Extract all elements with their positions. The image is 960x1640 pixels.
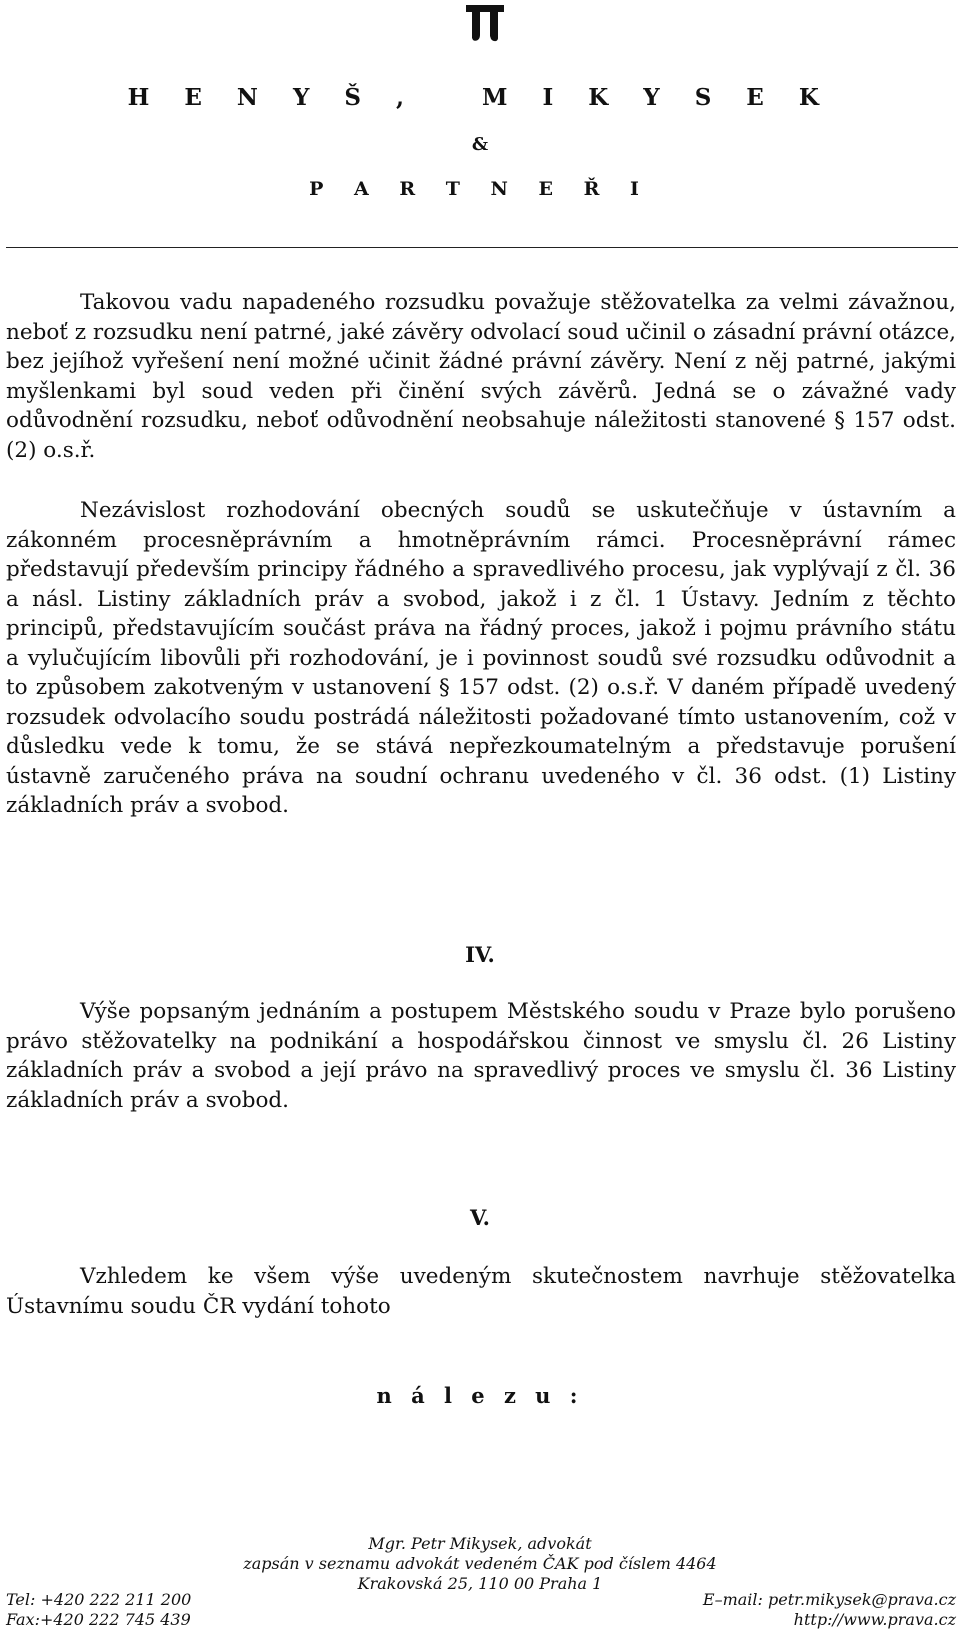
paragraph-vada: Takovou vadu napadeného rozsudku považuje stěžovatelka za velmi závažnou, neboť z rozsudku není patrné, jaké závěry odvolací soud učinil o zásadní právní otázce, bez jejíhož vyřešení není možné učinit žádné právní závěry. Není z něj patrné, jakými myšlenkami byl soud veden při činění svých závěrů. Jedná se o závažné vady odůvodnění rozsudku, neboť odůvodnění neobsahuje náležitosti stanovené § 157 odst. (2) o.s.ř.: [6, 290, 956, 463]
footer-tel: Tel: +420 222 211 200: [6, 1590, 192, 1609]
header-divider: [6, 247, 958, 248]
section-heading-iv: IV.: [465, 942, 495, 967]
firm-ampersand: &: [471, 134, 489, 155]
footer-web: http://www.prava.cz: [793, 1610, 956, 1629]
paragraph-nezavislost: Nezávislost rozhodování obecných soudů se uskutečňuje v ústavním a zákonném procesněprávním a hmotněprávním rámci. Procesněprávní rámec představují především principy řádného a spravedlivého procesu, jak vyplývají z čl. 36 a násl. Listiny základních práv a svobod, jakož i z čl. 1 Ústavy. Jedním z těchto principů, představujícím součást práva na řádný proces, jakož i pojmu právního státu a vylučujícím libovůli při rozhodování, je i povinnost soudů své rozsudku odůvodnit a to způsobem zakotveným v ustanovení § 157 odst. (2) o.s.ř. V daném případě uvedený rozsudek odvolacího soudu postrádá náležitosti požadované tímto ustanovením, což v důsledku vede k tomu, že se stává nepřezkoumatelným a představuje porušení ústavně zaručeného práva na soudní ochranu uvedeného v čl. 36 odst. (1) Listiny základních práv a svobod.: [6, 498, 956, 818]
paragraph-poruseni: Výše popsaným jednáním a postupem Městského soudu v Praze bylo porušeno právo stěžovatelky na podnikání a hospodářskou činnost ve smyslu čl. 26 Listiny základních práv a svobod a její právo na spravedlivý proces ve smyslu čl. 36 Listiny základních práv a svobod.: [6, 999, 956, 1113]
nalezu-heading: n á l e z u :: [376, 1383, 584, 1408]
firm-logo-icon: [463, 2, 507, 44]
section-heading-v: V.: [470, 1205, 490, 1230]
footer-email: E–mail: petr.mikysek@prava.cz: [702, 1590, 956, 1609]
footer-fax: Fax:+420 222 745 439: [6, 1610, 191, 1629]
footer-contact-online: [703, 1590, 956, 1630]
paragraph-navrh: Vzhledem ke všem výše uvedeným skutečnostem navrhuje stěžovatelka Ústavnímu soudu ČR vydání tohoto: [6, 1264, 956, 1319]
footer-address: Krakovská 25, 110 00 Praha 1: [357, 1574, 603, 1593]
footer-registration: zapsán v seznamu advokát vedeném ČAK pod číslem 4464: [243, 1554, 717, 1573]
firm-name: H E N Y Š , M I K Y S E K: [127, 84, 833, 111]
firm-partners: P A R T N E Ř I: [309, 178, 651, 200]
footer-attorney: Mgr. Petr Mikysek, advokát: [368, 1534, 592, 1553]
footer-center: [0, 1534, 960, 1594]
footer-contact-phones: [6, 1590, 191, 1630]
